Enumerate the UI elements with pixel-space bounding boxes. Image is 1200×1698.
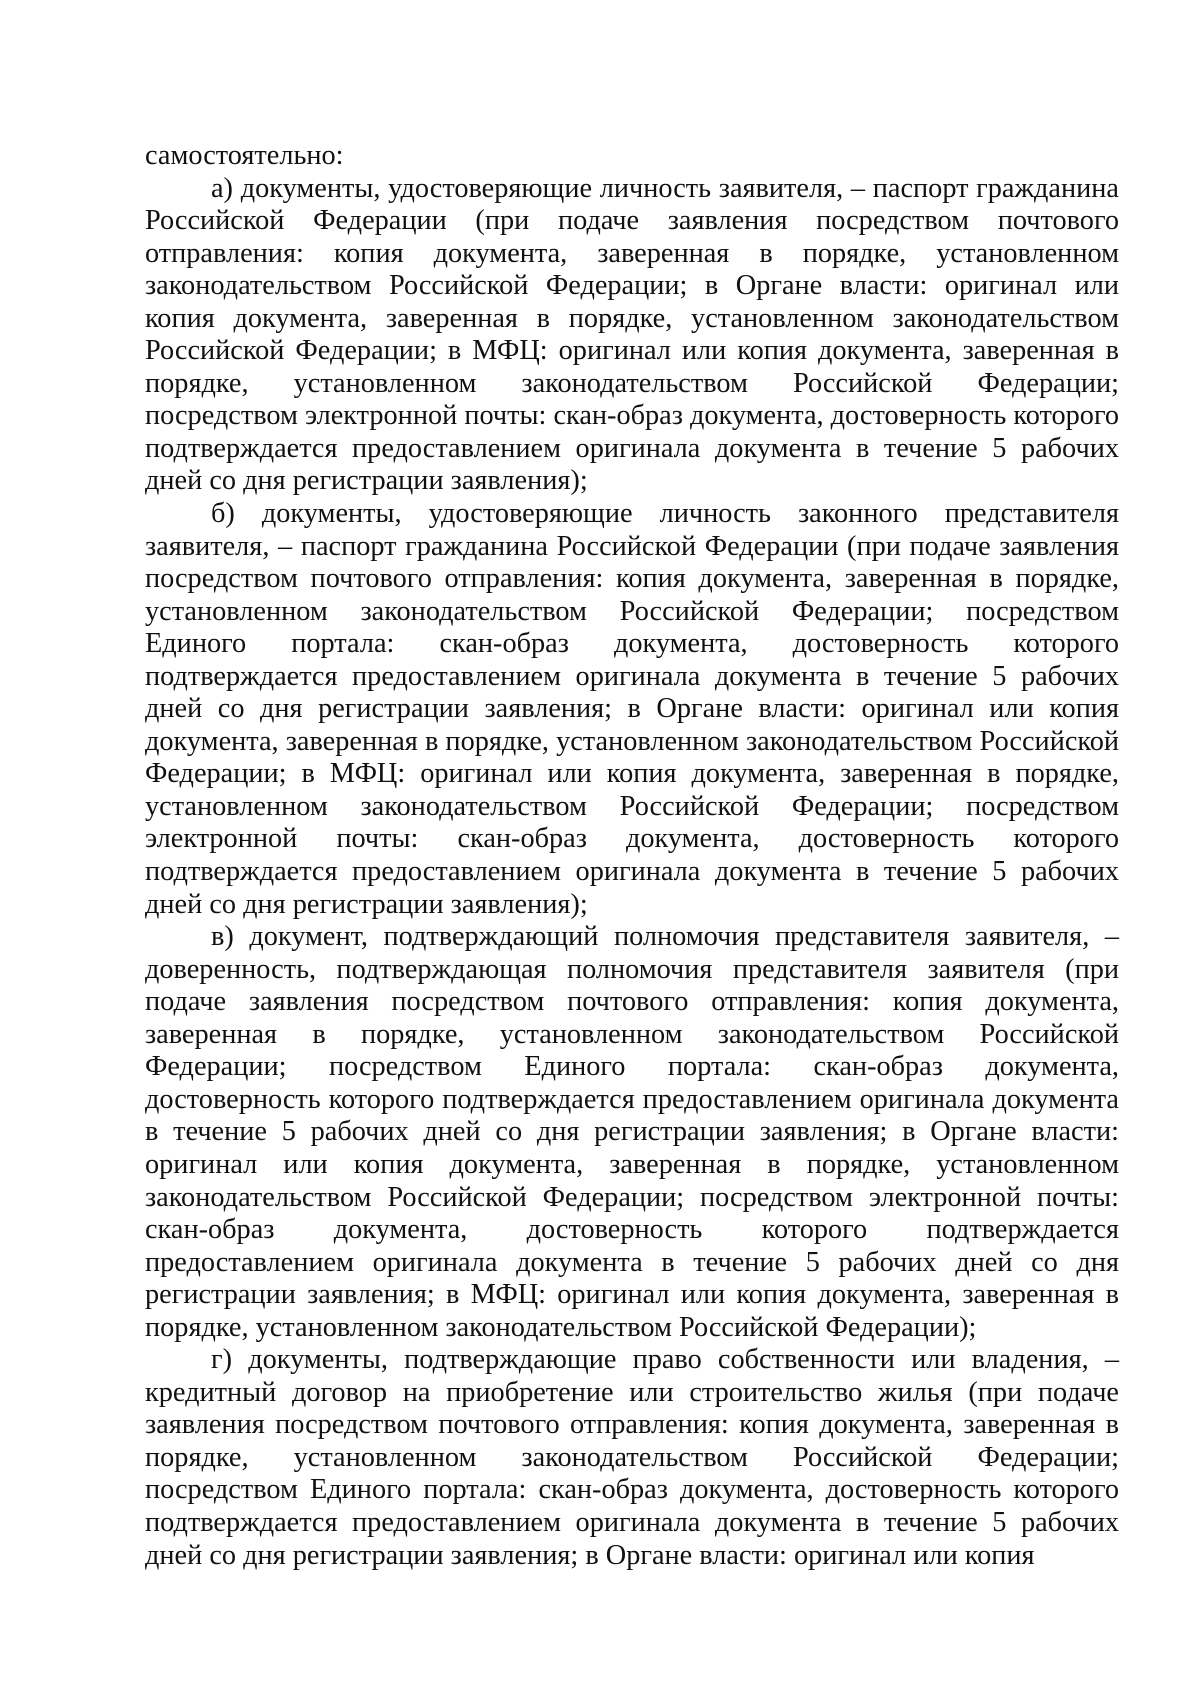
paragraph-item-a: а) документы, удостоверяющие личность заявителя, – паспорт гражданина Российской Федерации (при подаче заявления посредством почтового отправления: копия документа, заверенная в порядке, установленном законодательством Российской Федерации; в Органе власти: оригинал или копия документа, заверенная в порядке, установленном законодательством Российской Федерации; в МФЦ: оригинал или копия документа, заверенная в порядке, установленном законодательством Российской Федерации; посредством электронной почты: скан-образ документа, достоверность которого подтверждается предоставлением оригинала документа в течение 5 рабочих дней со дня регистрации заявления);: [145, 172, 1119, 497]
paragraph-item-g: г) документы, подтверждающие право собственности или владения, – кредитный договор на приобретение или строительство жилья (при подаче заявления посредством почтового отправления: копия документа, заверенная в порядке, установленном законодательством Российской Федерации; посредством Единого портала: скан-образ документа, достоверность которого подтверждается предоставлением оригинала документа в течение 5 рабочих дней со дня регистрации заявления; в Органе власти: оригинал или копия: [145, 1344, 1119, 1571]
paragraph-continuation: самостоятельно:: [145, 140, 344, 171]
paragraph-item-b: б) документы, удостоверяющие личность законного представителя заявителя, – паспорт гражданина Российской Федерации (при подаче заявления посредством почтового отправления: копия документа, заверенная в порядке, установленном законодательством Российской Федерации; посредством Единого портала: скан-образ документа, достоверность которого подтверждается предоставлением оригинала документа в течение 5 рабочих дней со дня регистрации заявления; в Органе власти: оригинал или копия документа, заверенная в порядке, установленном законодательством Российской Федерации; в МФЦ: оригинал или копия документа, заверенная в порядке, установленном законодательством Российской Федерации; посредством электронной почты: скан-образ документа, достоверность которого подтверждается предоставлением оригинала документа в течение 5 рабочих дней со дня регистрации заявления);: [145, 498, 1119, 920]
paragraph-item-v: в) документ, подтверждающий полномочия представителя заявителя, – доверенность, подтверждающая полномочия представителя заявителя (при подаче заявления посредством почтового отправления: копия документа, заверенная в порядке, установленном законодательством Российской Федерации; посредством Единого портала: скан-образ документа, достоверность которого подтверждается предоставлением оригинала документа в течение 5 рабочих дней со дня регистрации заявления; в Органе власти: оригинал или копия документа, заверенная в порядке, установленном законодательством Российской Федерации; посредством электронной почты: скан-образ документа, достоверность которого подтверждается предоставлением оригинала документа в течение 5 рабочих дней со дня регистрации заявления; в МФЦ: оригинал или копия документа, заверенная в порядке, установленном законодательством Российской Федерации);: [145, 921, 1119, 1343]
document-body: [145, 140, 1119, 1572]
